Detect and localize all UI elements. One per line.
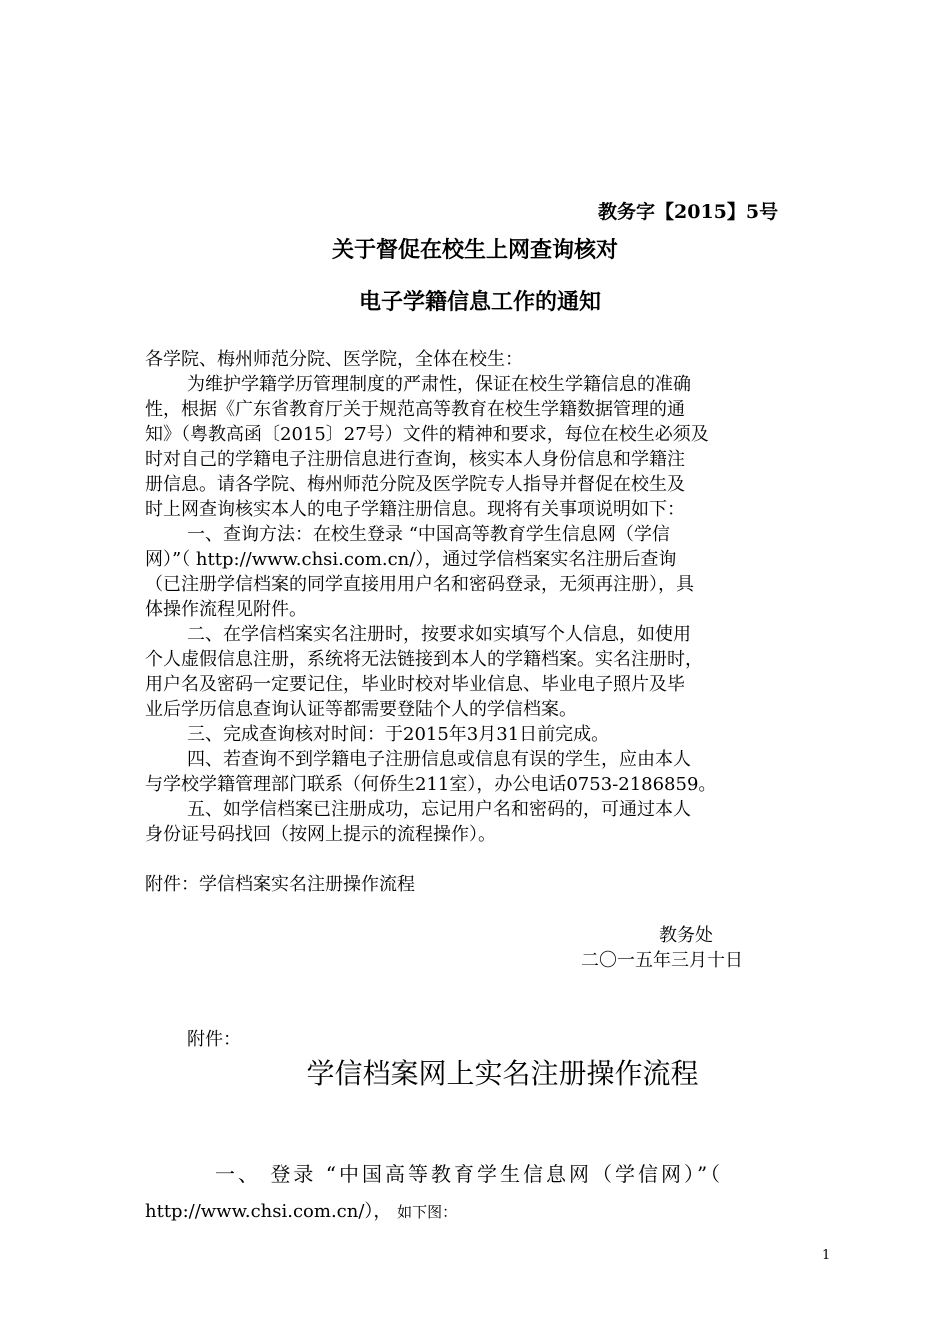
attachment-title: 学信档案网上实名注册操作流程 bbox=[306, 1057, 699, 1090]
body-line: 业后学历信息查询认证等都需要登陆个人的学信档案。 bbox=[145, 699, 577, 720]
attachment-step-1-url-line bbox=[145, 1197, 457, 1223]
body-line: 用户名及密码一定要记住，毕业时校对毕业信息、毕业电子照片及毕 bbox=[145, 674, 685, 695]
body-line: （已注册学信档案的同学直接用用户名和密码登录，无须再注册），具 bbox=[145, 574, 694, 595]
title-line-1: 关于督促在校生上网查询核对 bbox=[331, 237, 618, 263]
signature-office: 教务处 bbox=[659, 925, 713, 946]
step-1-url: http://www.chsi.com.cn/）， bbox=[145, 1201, 392, 1222]
salutation: 各学院、梅州师范分院、医学院，全体在校生： bbox=[145, 349, 523, 370]
step-1-tail: 如下图： bbox=[397, 1203, 458, 1221]
body-line: 身份证号码找回（按网上提示的流程操作）。 bbox=[145, 824, 496, 845]
body-line: 三、完成查询核对时间：于2015年3月31日前完成。 bbox=[187, 724, 610, 745]
body-line: 为维护学籍学历管理制度的严肃性，保证在校生学籍信息的准确 bbox=[187, 374, 691, 395]
attachment-note: 附件：学信档案实名注册操作流程 bbox=[145, 874, 415, 895]
body-line: 体操作流程见附件。 bbox=[145, 599, 307, 620]
body-line: 四、若查询不到学籍电子注册信息或信息有误的学生，应由本人 bbox=[187, 749, 691, 770]
title-line-2: 电子学籍信息工作的通知 bbox=[358, 289, 601, 315]
body-line: 个人虚假信息注册，系统将无法链接到本人的学籍档案。实名注册时， bbox=[145, 649, 703, 670]
attachment-label: 附件： bbox=[187, 1029, 241, 1050]
body-line: 时上网查询核实本人的电子学籍注册信息。现将有关事项说明如下： bbox=[145, 499, 685, 520]
body-line: 网）”（ http://www.chsi.com.cn/），通过学信档案实名注册后查询 bbox=[145, 549, 677, 570]
body-line: 二、在学信档案实名注册时，按要求如实填写个人信息，如使用 bbox=[187, 624, 691, 645]
body-line: 册信息。请各学院、梅州师范分院及医学院专人指导并督促在校生及 bbox=[145, 474, 685, 495]
body-line: 知》（粤教高函〔2015〕27号）文件的精神和要求，每位在校生必须及 bbox=[145, 424, 709, 445]
signature-date: 二〇一五年三月十日 bbox=[581, 950, 743, 971]
page-number: 1 bbox=[822, 1248, 831, 1263]
body-line: 五、如学信档案已注册成功，忘记用户名和密码的，可通过本人 bbox=[187, 799, 691, 820]
body-line: 性，根据《广东省教育厅关于规范高等教育在校生学籍数据管理的通 bbox=[145, 399, 685, 420]
body-line: 与学校学籍管理部门联系（何侨生211室），办公电话0753-2186859。 bbox=[145, 774, 717, 795]
attachment-step-1: 一、 登录 “中国高等教育学生信息网（学信网）”（ bbox=[215, 1162, 724, 1186]
body-line: 一、查询方法：在校生登录 “中国高等教育学生信息网（学信 bbox=[187, 524, 670, 545]
document-number: 教务字【2015】5号 bbox=[598, 201, 779, 223]
body-line: 时对自己的学籍电子注册信息进行查询，核实本人身份信息和学籍注 bbox=[145, 449, 685, 470]
